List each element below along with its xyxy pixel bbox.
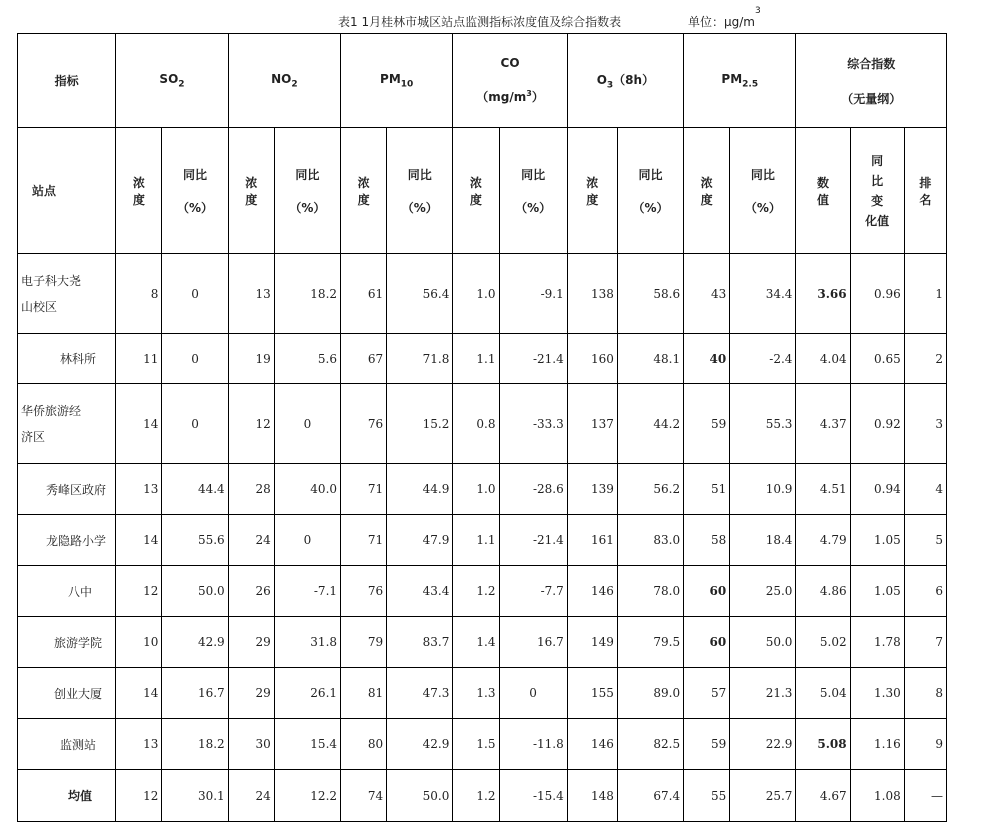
so2-yoy: 55.6 bbox=[162, 515, 228, 566]
pm25-conc-header: 浓 度 bbox=[684, 128, 730, 254]
pm10-yoy: 83.7 bbox=[387, 617, 453, 668]
pm10-yoy: 50.0 bbox=[387, 770, 453, 822]
o3-value: 138 bbox=[567, 254, 617, 334]
o3-yoy: 89.0 bbox=[617, 668, 683, 719]
o3-header: $O_3(8h)$ bbox=[567, 34, 683, 128]
no2-yoy: -7.1 bbox=[274, 566, 340, 617]
ci-change: 1.16 bbox=[850, 719, 904, 770]
co-value: 1.0 bbox=[453, 254, 499, 334]
ci-value: 5.04 bbox=[796, 668, 850, 719]
table-row bbox=[18, 384, 947, 464]
co-yoy: -9.1 bbox=[499, 254, 567, 334]
co-value: 1.2 bbox=[453, 566, 499, 617]
co-yoy: -7.7 bbox=[499, 566, 567, 617]
pm25-yoy: 25.7 bbox=[730, 770, 796, 822]
table-row bbox=[18, 515, 947, 566]
pm10-value: 81 bbox=[341, 668, 387, 719]
pm10-value: 67 bbox=[341, 334, 387, 384]
pm25-yoy-header: 同比 （%） bbox=[730, 128, 796, 254]
co-value: 1.0 bbox=[453, 464, 499, 515]
so2-header: $SO_2$ bbox=[116, 34, 228, 128]
unit-prefix: 单位：μg/m bbox=[688, 15, 755, 29]
so2-yoy: 0 bbox=[162, 334, 228, 384]
ci-change: 0.96 bbox=[850, 254, 904, 334]
o3-value: 146 bbox=[567, 719, 617, 770]
pm25-yoy: 22.9 bbox=[730, 719, 796, 770]
co-value: 1.4 bbox=[453, 617, 499, 668]
so2-conc-header: 浓 度 bbox=[116, 128, 162, 254]
o3-value: 155 bbox=[567, 668, 617, 719]
monitoring-table bbox=[17, 33, 947, 822]
co-conc-header: 浓 度 bbox=[453, 128, 499, 254]
table-row bbox=[18, 464, 947, 515]
no2-conc-header: 浓 度 bbox=[228, 128, 274, 254]
ci-change: 1.05 bbox=[850, 566, 904, 617]
pm10-value: 79 bbox=[341, 617, 387, 668]
ci-change: 1.30 bbox=[850, 668, 904, 719]
average-label: 均值 bbox=[18, 770, 116, 822]
co-yoy: -11.8 bbox=[499, 719, 567, 770]
so2-value: 12 bbox=[116, 566, 162, 617]
pm10-value: 71 bbox=[341, 464, 387, 515]
rank: 9 bbox=[904, 719, 946, 770]
o3-value: 148 bbox=[567, 770, 617, 822]
pm25-yoy: 10.9 bbox=[730, 464, 796, 515]
so2-yoy: 50.0 bbox=[162, 566, 228, 617]
no2-yoy: 15.4 bbox=[274, 719, 340, 770]
pm10-yoy: 47.9 bbox=[387, 515, 453, 566]
pm10-value: 80 bbox=[341, 719, 387, 770]
pm25-value: 59 bbox=[684, 719, 730, 770]
indicator-header: 指标 bbox=[18, 34, 116, 128]
pm25-value: 60 bbox=[684, 566, 730, 617]
table-row bbox=[18, 668, 947, 719]
table-row bbox=[18, 254, 947, 334]
o3-value: 146 bbox=[567, 566, 617, 617]
o3-yoy: 44.2 bbox=[617, 384, 683, 464]
no2-value: 29 bbox=[228, 668, 274, 719]
unit-label bbox=[688, 6, 761, 30]
co-yoy: 0 bbox=[499, 668, 567, 719]
o3-yoy: 48.1 bbox=[617, 334, 683, 384]
o3-yoy: 79.5 bbox=[617, 617, 683, 668]
so2-value: 14 bbox=[116, 515, 162, 566]
co-yoy: -33.3 bbox=[499, 384, 567, 464]
rank: 7 bbox=[904, 617, 946, 668]
station-name: 林科所 bbox=[18, 334, 116, 384]
pm25-value: 43 bbox=[684, 254, 730, 334]
ci-change: 0.92 bbox=[850, 384, 904, 464]
so2-value: 10 bbox=[116, 617, 162, 668]
rank-header: 排 名 bbox=[904, 128, 946, 254]
average-row bbox=[18, 770, 947, 822]
co-value: 0.8 bbox=[453, 384, 499, 464]
station-name: 监测站 bbox=[18, 719, 116, 770]
composite-index-header: 综合指数 （无量纲） bbox=[796, 34, 947, 128]
co-value: 1.1 bbox=[453, 515, 499, 566]
no2-yoy: 40.0 bbox=[274, 464, 340, 515]
o3-value: 137 bbox=[567, 384, 617, 464]
pm25-yoy: 34.4 bbox=[730, 254, 796, 334]
pm25-yoy: 18.4 bbox=[730, 515, 796, 566]
o3-value: 139 bbox=[567, 464, 617, 515]
pm25-value: 55 bbox=[684, 770, 730, 822]
co-value: 1.5 bbox=[453, 719, 499, 770]
o3-yoy-header: 同比 （%） bbox=[617, 128, 683, 254]
no2-value: 24 bbox=[228, 515, 274, 566]
pm10-yoy: 71.8 bbox=[387, 334, 453, 384]
so2-value: 12 bbox=[116, 770, 162, 822]
ci-change: 1.78 bbox=[850, 617, 904, 668]
no2-yoy-header: 同比 （%） bbox=[274, 128, 340, 254]
pm25-value: 40 bbox=[684, 334, 730, 384]
rank: 4 bbox=[904, 464, 946, 515]
ci-change: 1.05 bbox=[850, 515, 904, 566]
table-row bbox=[18, 617, 947, 668]
pm10-value: 71 bbox=[341, 515, 387, 566]
ci-change: 1.08 bbox=[850, 770, 904, 822]
o3-yoy: 83.0 bbox=[617, 515, 683, 566]
ci-value: 3.66 bbox=[796, 254, 850, 334]
table-title: 表1 1月桂林市城区站点监测指标浓度值及综合指数表 bbox=[338, 15, 622, 29]
no2-value: 12 bbox=[228, 384, 274, 464]
station-name: 电子科大尧 山校区 bbox=[18, 254, 116, 334]
ci-value: 4.04 bbox=[796, 334, 850, 384]
so2-value: 11 bbox=[116, 334, 162, 384]
so2-yoy: 44.4 bbox=[162, 464, 228, 515]
rank: — bbox=[904, 770, 946, 822]
o3-yoy: 56.2 bbox=[617, 464, 683, 515]
ci-value: 4.51 bbox=[796, 464, 850, 515]
so2-yoy: 30.1 bbox=[162, 770, 228, 822]
no2-value: 29 bbox=[228, 617, 274, 668]
ci-value-header: 数 值 bbox=[796, 128, 850, 254]
o3-yoy: 78.0 bbox=[617, 566, 683, 617]
pm25-header: $PM_{2.5}$ bbox=[684, 34, 796, 128]
pm25-yoy: 21.3 bbox=[730, 668, 796, 719]
o3-conc-header: 浓 度 bbox=[567, 128, 617, 254]
pm10-yoy: 42.9 bbox=[387, 719, 453, 770]
no2-yoy: 0 bbox=[274, 515, 340, 566]
station-name: 秀峰区政府 bbox=[18, 464, 116, 515]
so2-value: 8 bbox=[116, 254, 162, 334]
so2-yoy-header: 同比 （%） bbox=[162, 128, 228, 254]
so2-yoy: 18.2 bbox=[162, 719, 228, 770]
no2-header: $NO_2$ bbox=[228, 34, 340, 128]
o3-yoy: 67.4 bbox=[617, 770, 683, 822]
pm25-value: 58 bbox=[684, 515, 730, 566]
pm25-value: 57 bbox=[684, 668, 730, 719]
no2-value: 26 bbox=[228, 566, 274, 617]
pm25-value: 60 bbox=[684, 617, 730, 668]
header-row-2 bbox=[18, 128, 947, 254]
no2-yoy: 0 bbox=[274, 384, 340, 464]
station-name: 创业大厦 bbox=[18, 668, 116, 719]
no2-value: 28 bbox=[228, 464, 274, 515]
co-header: CO $(mg/m^3)$ bbox=[453, 34, 567, 128]
station-name: 八中 bbox=[18, 566, 116, 617]
station-header: 站点 bbox=[18, 128, 116, 254]
pm10-conc-header: 浓 度 bbox=[341, 128, 387, 254]
table-row bbox=[18, 334, 947, 384]
pm10-yoy: 44.9 bbox=[387, 464, 453, 515]
pm25-value: 51 bbox=[684, 464, 730, 515]
o3-yoy: 82.5 bbox=[617, 719, 683, 770]
so2-yoy: 16.7 bbox=[162, 668, 228, 719]
co-yoy: -21.4 bbox=[499, 515, 567, 566]
co-yoy: -21.4 bbox=[499, 334, 567, 384]
pm10-yoy-header: 同比 （%） bbox=[387, 128, 453, 254]
pm25-yoy: 50.0 bbox=[730, 617, 796, 668]
pm10-value: 76 bbox=[341, 566, 387, 617]
pm10-value: 74 bbox=[341, 770, 387, 822]
co-yoy-header: 同比 （%） bbox=[499, 128, 567, 254]
no2-value: 30 bbox=[228, 719, 274, 770]
table-caption bbox=[0, 6, 996, 32]
ci-value: 5.08 bbox=[796, 719, 850, 770]
so2-yoy: 0 bbox=[162, 384, 228, 464]
pm10-yoy: 47.3 bbox=[387, 668, 453, 719]
so2-value: 14 bbox=[116, 668, 162, 719]
ci-change-header: 同 比 变 化值 bbox=[850, 128, 904, 254]
ci-value: 4.37 bbox=[796, 384, 850, 464]
station-name: 旅游学院 bbox=[18, 617, 116, 668]
pm25-yoy: -2.4 bbox=[730, 334, 796, 384]
station-name: 龙隐路小学 bbox=[18, 515, 116, 566]
ci-value: 4.79 bbox=[796, 515, 850, 566]
ci-change: 0.65 bbox=[850, 334, 904, 384]
o3-value: 160 bbox=[567, 334, 617, 384]
pm10-header: $PM_{10}$ bbox=[341, 34, 453, 128]
no2-yoy: 31.8 bbox=[274, 617, 340, 668]
co-value: 1.3 bbox=[453, 668, 499, 719]
co-value: 1.1 bbox=[453, 334, 499, 384]
header-row-1 bbox=[18, 34, 947, 128]
pm25-value: 59 bbox=[684, 384, 730, 464]
station-name: 华侨旅游经 济区 bbox=[18, 384, 116, 464]
rank: 8 bbox=[904, 668, 946, 719]
pm25-yoy: 55.3 bbox=[730, 384, 796, 464]
no2-yoy: 18.2 bbox=[274, 254, 340, 334]
no2-yoy: 26.1 bbox=[274, 668, 340, 719]
co-yoy: 16.7 bbox=[499, 617, 567, 668]
so2-yoy: 0 bbox=[162, 254, 228, 334]
pm10-yoy: 56.4 bbox=[387, 254, 453, 334]
rank: 2 bbox=[904, 334, 946, 384]
o3-value: 161 bbox=[567, 515, 617, 566]
so2-value: 13 bbox=[116, 464, 162, 515]
no2-yoy: 12.2 bbox=[274, 770, 340, 822]
pm25-yoy: 25.0 bbox=[730, 566, 796, 617]
ci-value: 5.02 bbox=[796, 617, 850, 668]
pm10-yoy: 43.4 bbox=[387, 566, 453, 617]
co-yoy: -28.6 bbox=[499, 464, 567, 515]
ci-value: 4.67 bbox=[796, 770, 850, 822]
pm10-value: 61 bbox=[341, 254, 387, 334]
no2-value: 24 bbox=[228, 770, 274, 822]
unit-superscript: 3 bbox=[755, 6, 761, 16]
no2-value: 19 bbox=[228, 334, 274, 384]
o3-yoy: 58.6 bbox=[617, 254, 683, 334]
rank: 3 bbox=[904, 384, 946, 464]
rank: 5 bbox=[904, 515, 946, 566]
rank: 6 bbox=[904, 566, 946, 617]
ci-value: 4.86 bbox=[796, 566, 850, 617]
no2-yoy: 5.6 bbox=[274, 334, 340, 384]
rank: 1 bbox=[904, 254, 946, 334]
table-row bbox=[18, 719, 947, 770]
o3-value: 149 bbox=[567, 617, 617, 668]
so2-value: 14 bbox=[116, 384, 162, 464]
no2-value: 13 bbox=[228, 254, 274, 334]
pm10-yoy: 15.2 bbox=[387, 384, 453, 464]
pm10-value: 76 bbox=[341, 384, 387, 464]
so2-yoy: 42.9 bbox=[162, 617, 228, 668]
co-yoy: -15.4 bbox=[499, 770, 567, 822]
co-value: 1.2 bbox=[453, 770, 499, 822]
so2-value: 13 bbox=[116, 719, 162, 770]
table-row bbox=[18, 566, 947, 617]
ci-change: 0.94 bbox=[850, 464, 904, 515]
